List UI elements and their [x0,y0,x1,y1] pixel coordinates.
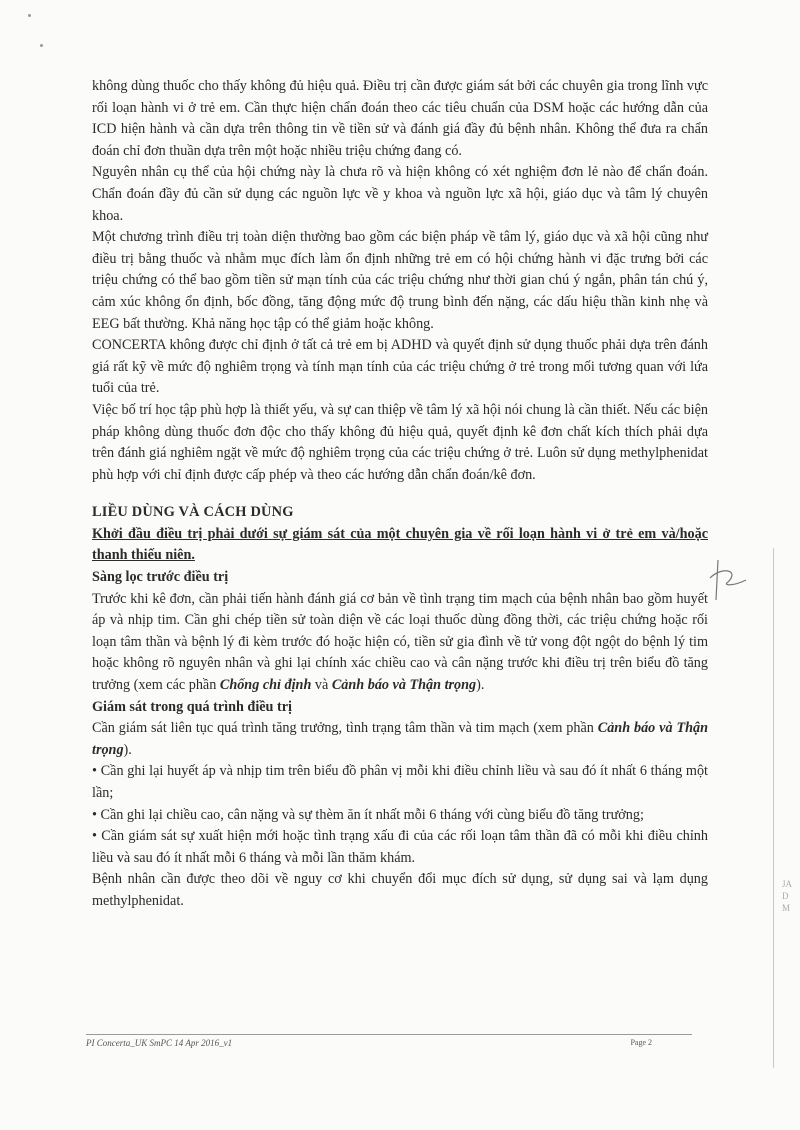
ref-warnings: Cảnh báo và Thận trọng [92,720,708,758]
section-subtitle: Khởi đầu điều trị phải dưới sự giám sát của một chuyên gia về rối loạn hành vi ở trẻ em và/hoặc thanh thiếu niên. [92,525,708,564]
paragraph: Việc bố trí học tập phù hợp là thiết yếu, và sự can thiệp về tâm lý xã hội nói chung là cần thiết. Nếu các biện pháp không dùng thuốc đơn độc cho thấy không đủ hiệu quả, quyết định kê đơn chất kích thích phải dựa trên đánh giá nghiêm ngặt về mức độ nghiêm trọng của các triệu chứng ở trẻ. Luôn sử dụng methylphenidat phù hợp với chỉ định được cấp phép và theo các hướng dẫn chẩn đoán/kê đơn. [92,401,708,483]
paragraph: CONCERTA không được chỉ định ở tất cả trẻ em bị ADHD và quyết định sử dụng thuốc phải dựa trên đánh giá rất kỹ về mức độ nghiêm trọng và tính mạn tính của các triệu chứng ở trẻ trong mối tương quan với lứa tuổi của trẻ. [92,337,708,397]
ref-contraindications: Chống chỉ định [219,677,312,694]
bullet-item: • Cần giám sát sự xuất hiện mới hoặc tình trạng xấu đi của các rối loạn tâm thần đã có mỗi khi điều chỉnh liều và sau đó ít nhất mỗi 6 tháng và mỗi lần thăm khám. [92,828,708,866]
screening-paragraph: Trước khi kê đơn, cần phải tiến hành đánh giá cơ bản về tình trạng tim mạch của bệnh nhân bao gồm huyết áp và nhịp tim. Cần ghi chép tiền sử toàn diện về các loại thuốc dùng đồng thời, các triệu chứng hoặc rối loạn tâm thần và bệnh lý đi kèm trước đó hoặc hiện có, tiền sử gia đình về tử vong đột ngột do bệnh lý tim hoặc không rõ nguyên nhân và ghi lại chính xác chiều cao và cân nặng trước khi điều trị trên biểu đồ tăng trưởng (xem các phần Chống chỉ định và Cảnh báo và Thận trọng). [92,590,708,694]
bullet-item: • Cần ghi lại huyết áp và nhịp tim trên biểu đồ phân vị mỗi khi điều chỉnh liều và sau đó ít nhất 6 tháng một lần; [92,763,708,801]
paragraph: Nguyên nhân cụ thể của hội chứng này là chưa rõ và hiện không có xét nghiệm đơn lẻ nào để chẩn đoán. Chẩn đoán đầy đủ cần sử dụng các nguồn lực về y khoa và nguồn lực xã hội, giáo dục và tâm lý chuyên khoa. [92,164,708,224]
handwritten-initial-mark [700,556,754,616]
ref-warnings: Cảnh báo và Thận trọng [331,677,477,694]
closing-paragraph: Bệnh nhân cần được theo dõi về nguy cơ khi chuyển đổi mục đích sử dụng, sử dụng sai và lạm dụng methylphenidat. [92,871,708,909]
scan-artifact [40,44,43,47]
monitoring-heading: Giám sát trong quá trình điều trị [92,698,292,715]
page-footer [86,1034,692,1048]
paragraph: Một chương trình điều trị toàn diện thường bao gồm các biện pháp về tâm lý, giáo dục và xã hội cũng như điều trị bằng thuốc và nhằm mục đích làm ổn định những trẻ em có hội chứng hành vi đặc trưng bởi các triệu chứng có thể bao gồm tiền sử mạn tính của các triệu chứng như thời gian chú ý ngắn, phân tán chú ý, cảm xúc không ổn định, bốc đồng, tăng động mức độ trung bình đến nặng, các dấu hiệu thần kinh nhẹ và EEG bất thường. Khả năng học tập có thể giảm hoặc không. [92,229,708,332]
screening-heading: Sàng lọc trước điều trị [92,569,229,586]
scan-artifact [28,14,31,17]
bullet-item: • Cần ghi lại chiều cao, cân nặng và sự thèm ăn ít nhất mỗi 6 tháng với cùng biểu đồ tăng trưởng; [92,806,644,823]
footer-doc-id: PI Concerta_UK SmPC 14 Apr 2016_v1 [86,1038,233,1048]
margin-stamp-text: JA D M [782,879,792,913]
scan-edge-line [773,548,774,1068]
monitoring-paragraph: Cần giám sát liên tục quá trình tăng trưởng, tình trạng tâm thần và tim mạch (xem phần Cảnh báo và Thận trọng). [92,720,708,758]
footer-page-number: Page 2 [630,1038,652,1047]
paragraph: không dùng thuốc cho thấy không đủ hiệu quả. Điều trị cần được giám sát bởi các chuyên gia trong lĩnh vực rối loạn hành vi ở trẻ em. Cần thực hiện chẩn đoán theo các tiêu chuẩn của DSM hoặc các hướng dẫn của ICD hiện hành và cần dựa trên thông tin về tiền sử và đánh giá đầy đủ bệnh nhân. Không thể đưa ra chẩn đoán chỉ đơn thuần dựa trên một hoặc nhiều triệu chứng đang có. [92,78,708,159]
document-page [92,76,708,913]
section-title: LIỀU DÙNG VÀ CÁCH DÙNG [92,504,294,521]
